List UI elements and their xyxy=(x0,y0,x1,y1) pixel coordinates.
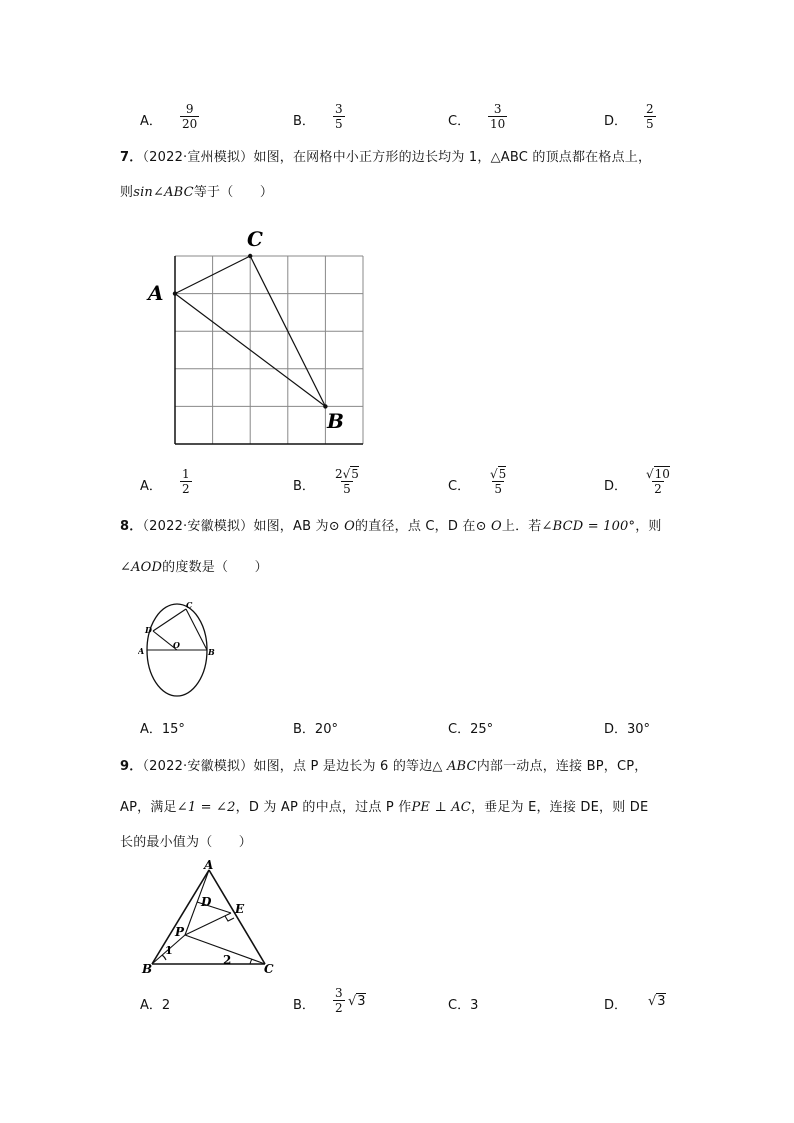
label-c: C xyxy=(186,600,193,610)
option-a-value: $\frac{1}{2}$ xyxy=(182,467,190,496)
label-b: B xyxy=(327,409,344,433)
option-b-radical: √3 xyxy=(348,994,366,1009)
option-c-value: $\frac{3}{10}$ xyxy=(490,102,506,131)
option-b-label: B． xyxy=(293,479,315,494)
label-o: O xyxy=(173,640,180,650)
q7-grid-figure xyxy=(140,220,380,450)
label-b: B xyxy=(208,647,215,657)
label-d: D xyxy=(145,625,152,635)
option-b-value: $\frac{3}{5}$ xyxy=(335,102,343,131)
option-b-value: $\frac{2√5}{5}$ xyxy=(335,467,359,496)
label-a: A xyxy=(204,858,214,872)
option-c-label: C． xyxy=(448,114,471,129)
label-c: C xyxy=(264,962,274,976)
option-d-value: $\frac{√10}{2}$ xyxy=(646,467,670,496)
option-d-label: D． xyxy=(604,114,628,129)
q9-triangle-figure xyxy=(138,856,282,978)
label-b: B xyxy=(142,962,153,976)
label-angle-1: 1 xyxy=(165,944,173,957)
option-b-label: B． xyxy=(293,998,315,1013)
label-angle-2: 2 xyxy=(223,953,232,967)
option-d-label: D． xyxy=(604,998,628,1013)
q8-line2: ∠AOD的度数是（ ） xyxy=(120,560,268,575)
q9-line1: 9．（2022·安徽模拟）如图，点 P 是边长为 6 的等边△ ABC内部一动点，连接 BP，CP， xyxy=(120,759,648,774)
label-a: A xyxy=(138,646,145,656)
q9-line3: 长的最小值为（ ） xyxy=(120,835,253,850)
option-c: C．25° xyxy=(448,722,494,737)
option-a-value: $\frac{9}{20}$ xyxy=(182,102,198,131)
label-c: C xyxy=(247,227,263,251)
q9-line2: AP，满足∠1 = ∠2，D 为 AP 的中点，过点 P 作PE ⊥ AC，垂足为 E，连接 DE，则 DE xyxy=(120,800,649,815)
option-d: D．30° xyxy=(604,722,651,737)
label-e: E xyxy=(235,902,245,916)
option-b: B．20° xyxy=(293,722,338,737)
option-a-label: A． xyxy=(140,479,162,494)
option-c-value: $\frac{√5}{5}$ xyxy=(490,467,507,496)
option-d-value: $\frac{2}{5}$ xyxy=(646,102,654,131)
option-d-radical: √3 xyxy=(648,994,666,1009)
option-b-label: B． xyxy=(293,114,315,129)
q7-line1: 7．（2022·宣州模拟）如图，在网格中小正方形的边长均为 1，△ABC 的顶点都在格点上， xyxy=(120,150,652,165)
option-a: A．2 xyxy=(140,998,171,1013)
option-a: A．15° xyxy=(140,722,185,737)
q7-line2: 则sin∠ABC等于（ ） xyxy=(120,185,274,200)
q8-circle-figure xyxy=(138,598,218,702)
option-d-label: D． xyxy=(604,479,628,494)
option-b-frac: $\frac{3}{2}$ xyxy=(335,986,343,1015)
option-c-label: C． xyxy=(448,479,471,494)
option-a-label: A． xyxy=(140,114,162,129)
label-a: A xyxy=(148,281,164,305)
label-d: D xyxy=(201,895,212,909)
option-c: C．3 xyxy=(448,998,479,1013)
label-p: P xyxy=(175,925,185,939)
q8-line1: 8．（2022·安徽模拟）如图，AB 为⊙ O的直径，点 C，D 在⊙ O上．若∠BCD = 100°，则 xyxy=(120,519,662,534)
